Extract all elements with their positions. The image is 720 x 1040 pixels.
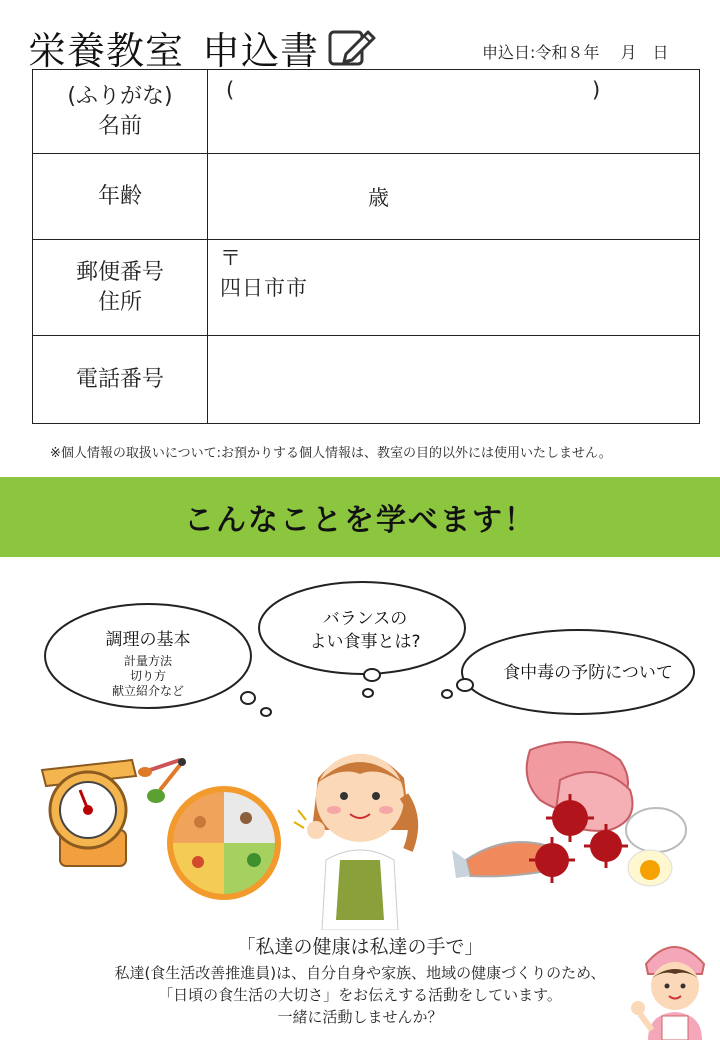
food-poisoning-text: 食中毒の予防について xyxy=(503,663,673,683)
cooking-item: 計量方法 xyxy=(123,654,172,668)
measuring-spoons-icon xyxy=(138,758,186,803)
application-form xyxy=(32,69,700,424)
cooking-title: 調理の基本 xyxy=(105,630,191,650)
cooking-items xyxy=(88,654,208,699)
description-line-1: 私達(食生活改善推進員)は、自分自身や家族、地域の健康づくりのため、 xyxy=(114,964,606,982)
age-unit: 歳 xyxy=(368,186,389,210)
banner-text: こんなことを学べます！ xyxy=(184,503,536,538)
phone-label: 電話番号 xyxy=(33,336,208,424)
description-line-3: 一緒に活動しませんか？ xyxy=(277,1008,443,1026)
title-sub: 申込書 xyxy=(202,29,320,73)
title-main: 栄養教室 xyxy=(28,29,185,73)
name-field[interactable] xyxy=(208,70,700,154)
nutritionist-icon xyxy=(628,934,720,1040)
furigana-label: (ふりがな) xyxy=(67,83,173,109)
age-field[interactable] xyxy=(208,154,700,240)
apply-date: 申込日:令和８年 月 日 xyxy=(482,43,669,62)
balance-line-1: バランスの xyxy=(322,609,408,629)
description-line-2: 「日頃の食生活の大切さ」をお伝えする活動をしています。 xyxy=(158,986,562,1004)
food-balance-plate-icon xyxy=(170,789,278,897)
privacy-note: ※個人情報の取扱いについて:お預かりする個人情報は、教室の目的以外には使用いたしません。 xyxy=(50,446,612,461)
edit-icon xyxy=(326,26,378,70)
address-city: 四日市市 xyxy=(220,276,308,300)
age-label: 年齢 xyxy=(33,154,208,240)
furigana-close-paren: ) xyxy=(592,78,601,102)
name-label: 名前 xyxy=(97,113,142,139)
learn-banner xyxy=(0,477,720,557)
woman-apron-icon xyxy=(294,754,413,930)
address-label: 住所 xyxy=(97,289,142,315)
address-field[interactable] xyxy=(208,240,700,336)
address-label-cell xyxy=(33,240,208,336)
kitchen-scale-icon xyxy=(42,760,136,866)
cooking-item: 献立紹介など xyxy=(111,684,184,698)
name-label-cell xyxy=(33,70,208,154)
motto: 「私達の健康は私達の手で」 xyxy=(236,936,484,958)
postal-label: 郵便番号 xyxy=(75,259,164,285)
balance-text xyxy=(290,608,440,654)
illustrations xyxy=(0,710,720,930)
balance-line-2: よい食事とは? xyxy=(309,632,421,652)
furigana-open-paren: ( xyxy=(226,78,235,102)
phone-field[interactable] xyxy=(208,336,700,424)
postal-mark-icon: 〒 xyxy=(220,246,241,270)
page-title xyxy=(28,20,319,75)
cooking-item: 切り方 xyxy=(129,669,166,683)
